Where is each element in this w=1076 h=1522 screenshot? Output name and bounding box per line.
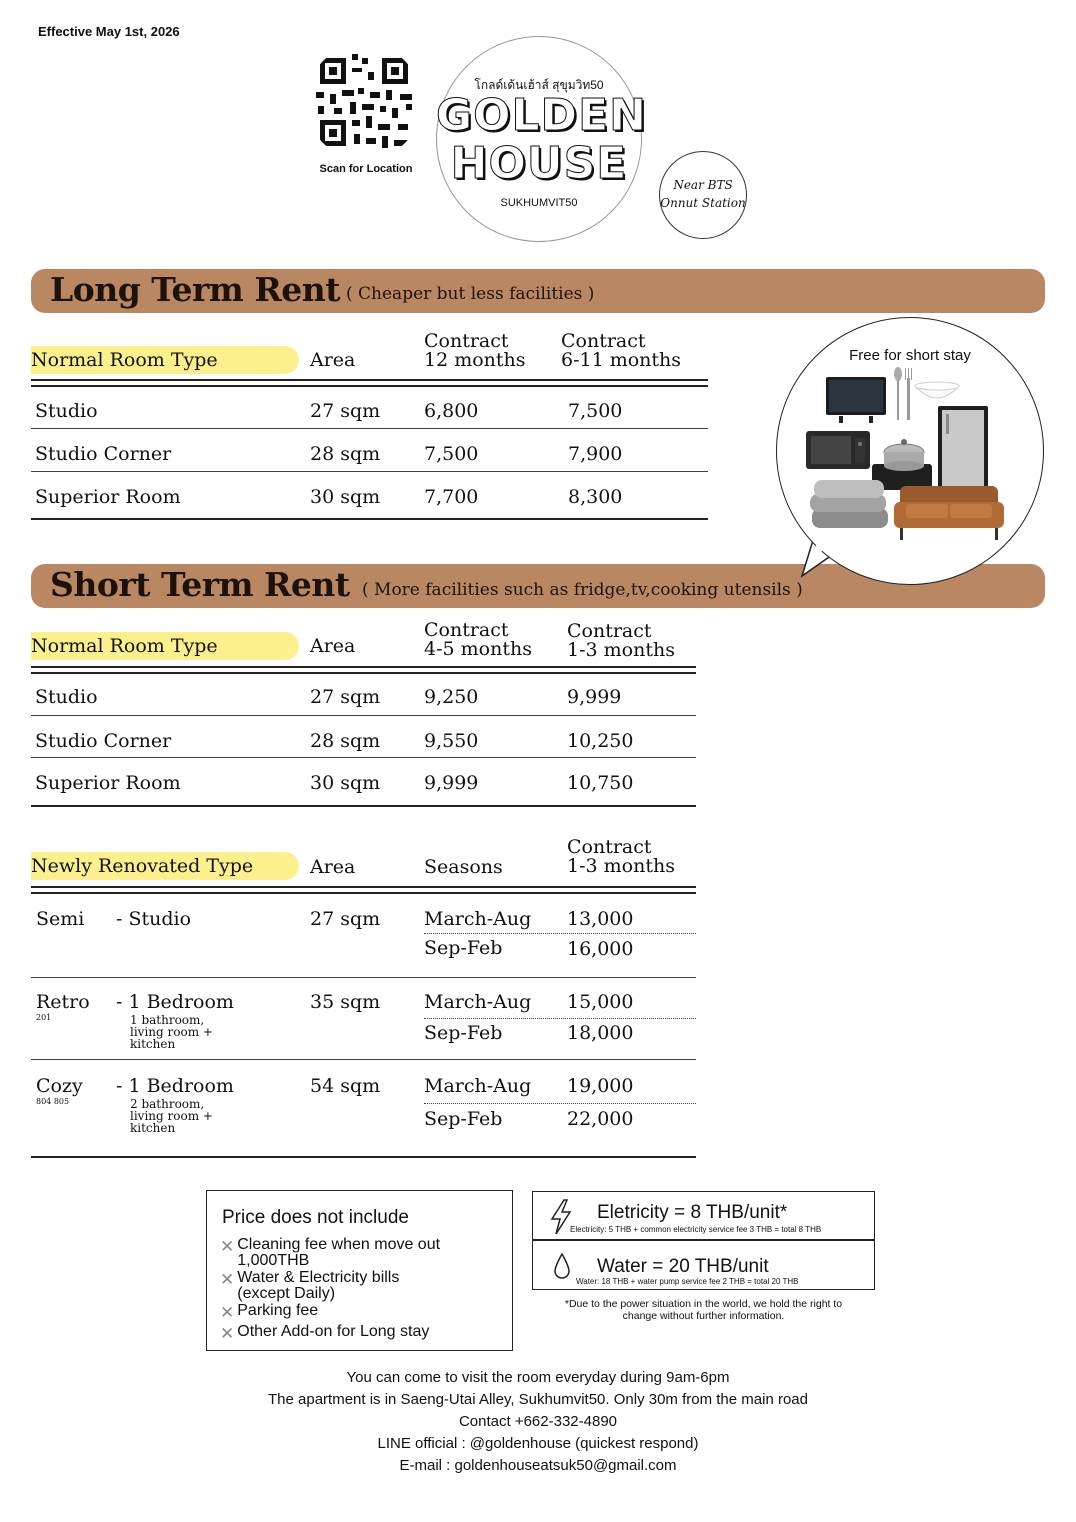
exclusion-text: Water & Electricity bills (except Daily) <box>237 1269 400 1302</box>
long-term-col-12m: Contract 12 months <box>424 330 526 371</box>
long-term-col-type: Normal Room Type <box>31 349 218 371</box>
short-term-title: Short Term Rent <box>50 565 350 604</box>
renovated-area: 35 sqm <box>310 991 381 1013</box>
renovated-season: March-Aug <box>424 1075 532 1097</box>
brand-name-line1: GOLDEN <box>436 90 647 141</box>
row-name: Studio <box>35 400 98 422</box>
fridge-icon <box>936 404 990 492</box>
renovated-room-type: - 1 Bedroom <box>116 1075 234 1097</box>
exclusion-item <box>220 1270 440 1302</box>
facilities-bubble-text: Free for short stay <box>849 347 971 364</box>
renovated-season: Sep-Feb <box>424 937 503 959</box>
renovated-area: 54 sqm <box>310 1075 381 1097</box>
exclusion-text: Parking fee <box>237 1302 319 1319</box>
renovated-room-type: - 1 Bedroom <box>116 991 234 1013</box>
price-change-notice: *Due to the power situation in the world, we hold the right to change without further information. <box>564 1298 843 1322</box>
brand-location: SUKHUMVIT50 <box>500 197 578 209</box>
brand-name <box>436 90 647 189</box>
address-info: The apartment is in Saeng-Utai Alley, Sukhumvit50. Only 30m from the main road <box>268 1391 808 1408</box>
renovated-price: 13,000 <box>567 908 634 930</box>
exclusion-text: Other Add-on for Long stay <box>237 1323 430 1340</box>
divider <box>31 977 696 978</box>
divider <box>31 892 696 894</box>
water-drop-icon <box>553 1252 571 1280</box>
row-name: Superior Room <box>35 772 181 794</box>
divider <box>31 805 696 807</box>
bts-badge-text <box>659 176 747 212</box>
visiting-hours: You can come to visit the room everyday during 9am-6pm <box>346 1369 730 1386</box>
divider <box>532 1239 875 1241</box>
row-price: 10,750 <box>567 772 634 794</box>
short-term-subtitle: ( More facilities such as fridge,tv,cooking utensils ) <box>362 580 803 600</box>
row-area: 28 sqm <box>310 443 381 465</box>
bts-line2: Onnut Station <box>660 196 746 210</box>
dotted-divider <box>424 1018 696 1019</box>
long-term-title: Long Term Rent <box>50 270 340 309</box>
pillows-icon <box>808 478 890 532</box>
short-term-col-type: Normal Room Type <box>31 635 218 657</box>
renovated-price: 18,000 <box>567 1022 634 1044</box>
qr-code-icon <box>306 44 422 160</box>
renovated-season: Sep-Feb <box>424 1108 503 1130</box>
divider <box>31 1156 696 1158</box>
renovated-season: March-Aug <box>424 991 532 1013</box>
long-term-col-area: Area <box>310 349 356 371</box>
electricity-breakdown: Electricity: 5 THB + common electricity service fee 3 THB = total 8 THB <box>570 1225 822 1234</box>
divider <box>31 428 708 429</box>
long-term-subtitle: ( Cheaper but less facilities ) <box>346 284 595 304</box>
renovated-col-seasons: Seasons <box>424 856 503 878</box>
row-price: 7,900 <box>568 443 623 465</box>
renovated-col-type: Newly Renovated Type <box>31 855 254 877</box>
row-price: 7,500 <box>424 443 479 465</box>
divider <box>31 385 708 387</box>
divider <box>31 471 708 472</box>
exclusions-list <box>220 1237 440 1344</box>
row-area: 30 sqm <box>310 772 381 794</box>
renovated-season: March-Aug <box>424 908 532 930</box>
row-name: Superior Room <box>35 486 181 508</box>
tv-icon <box>825 376 887 424</box>
renovated-price: 19,000 <box>567 1075 634 1097</box>
row-price: 9,550 <box>424 730 479 752</box>
renovated-price: 15,000 <box>567 991 634 1013</box>
contact-line[interactable]: LINE official : @goldenhouse (quickest respond) <box>377 1435 699 1452</box>
row-price: 6,800 <box>424 400 479 422</box>
row-name: Studio Corner <box>35 730 172 752</box>
row-price: 9,999 <box>567 686 622 708</box>
row-name: Studio <box>35 686 98 708</box>
x-mark-icon: ✕ <box>220 1324 235 1343</box>
microwave-icon <box>805 430 871 470</box>
water-breakdown: Water: 18 THB + water pump service fee 2 THB = total 20 THB <box>576 1277 799 1286</box>
cutlery-icon <box>891 366 915 422</box>
short-term-col-4-5m: Contract 4-5 months <box>424 619 532 660</box>
long-term-col-6-11m: Contract 6-11 months <box>561 330 682 371</box>
row-price: 8,300 <box>568 486 623 508</box>
row-area: 28 sqm <box>310 730 381 752</box>
renovated-area: 27 sqm <box>310 908 381 930</box>
renovated-col-area: Area <box>310 856 356 878</box>
short-term-col-area: Area <box>310 635 356 657</box>
water-rate: Water = 20 THB/unit <box>597 1256 769 1277</box>
electricity-rate: Eletricity = 8 THB/unit* <box>597 1202 788 1223</box>
renovated-price: 16,000 <box>567 938 634 960</box>
row-price: 7,500 <box>568 400 623 422</box>
short-term-col-1-3m: Contract 1-3 months <box>567 620 675 661</box>
divider <box>31 666 696 668</box>
x-mark-icon: ✕ <box>220 1237 235 1256</box>
x-mark-icon: ✕ <box>220 1270 235 1289</box>
row-area: 30 sqm <box>310 486 381 508</box>
renovated-season: Sep-Feb <box>424 1022 503 1044</box>
exclusion-item <box>220 1237 440 1269</box>
row-price: 9,999 <box>424 772 479 794</box>
row-price: 10,250 <box>567 730 634 752</box>
divider <box>31 379 708 381</box>
divider <box>31 715 696 716</box>
divider <box>31 518 708 520</box>
qr-caption: Scan for Location <box>319 163 413 175</box>
divider <box>31 1059 696 1060</box>
renovated-name: Retro <box>36 991 90 1013</box>
exclusion-text: Cleaning fee when move out 1,000THB <box>237 1236 441 1269</box>
renovated-col-1-3m: Contract 1-3 months <box>567 836 675 877</box>
row-price: 7,700 <box>424 486 479 508</box>
renovated-room-type: - Studio <box>116 908 192 930</box>
contact-email[interactable]: E-mail : goldenhouseatsuk50@gmail.com <box>399 1457 677 1474</box>
bts-line1: Near BTS <box>673 178 733 192</box>
renovated-room-number: 804 805 <box>36 1097 70 1106</box>
dotted-divider <box>424 1103 696 1104</box>
row-area: 27 sqm <box>310 400 381 422</box>
dotted-divider <box>424 933 696 934</box>
brand-thai-name: โกลด์เด้นเฮ้าส์ สุขุมวิท50 <box>474 78 604 92</box>
divider <box>31 672 696 674</box>
exclusion-item <box>220 1324 440 1344</box>
renovated-name: Semi <box>36 908 85 930</box>
contact-phone[interactable]: Contact +662-332-4890 <box>458 1413 618 1430</box>
renovated-room-detail: 1 bathroom, living room + kitchen <box>130 1013 213 1051</box>
renovated-room-detail: 2 bathroom, living room + kitchen <box>130 1097 213 1135</box>
renovated-name: Cozy <box>36 1075 83 1097</box>
brand-name-line2: HOUSE <box>450 138 628 189</box>
effective-date: Effective May 1st, 2026 <box>38 24 180 39</box>
row-price: 9,250 <box>424 686 479 708</box>
x-mark-icon: ✕ <box>220 1303 235 1322</box>
divider <box>31 886 696 888</box>
location-qr-code[interactable] <box>306 44 422 160</box>
row-area: 27 sqm <box>310 686 381 708</box>
renovated-room-number: 201 <box>36 1013 52 1022</box>
exclusions-title: Price does not include <box>222 1207 409 1228</box>
sofa-icon <box>892 482 1006 544</box>
divider <box>31 757 696 758</box>
row-name: Studio Corner <box>35 443 172 465</box>
renovated-price: 22,000 <box>567 1108 634 1130</box>
exclusion-item <box>220 1303 440 1323</box>
